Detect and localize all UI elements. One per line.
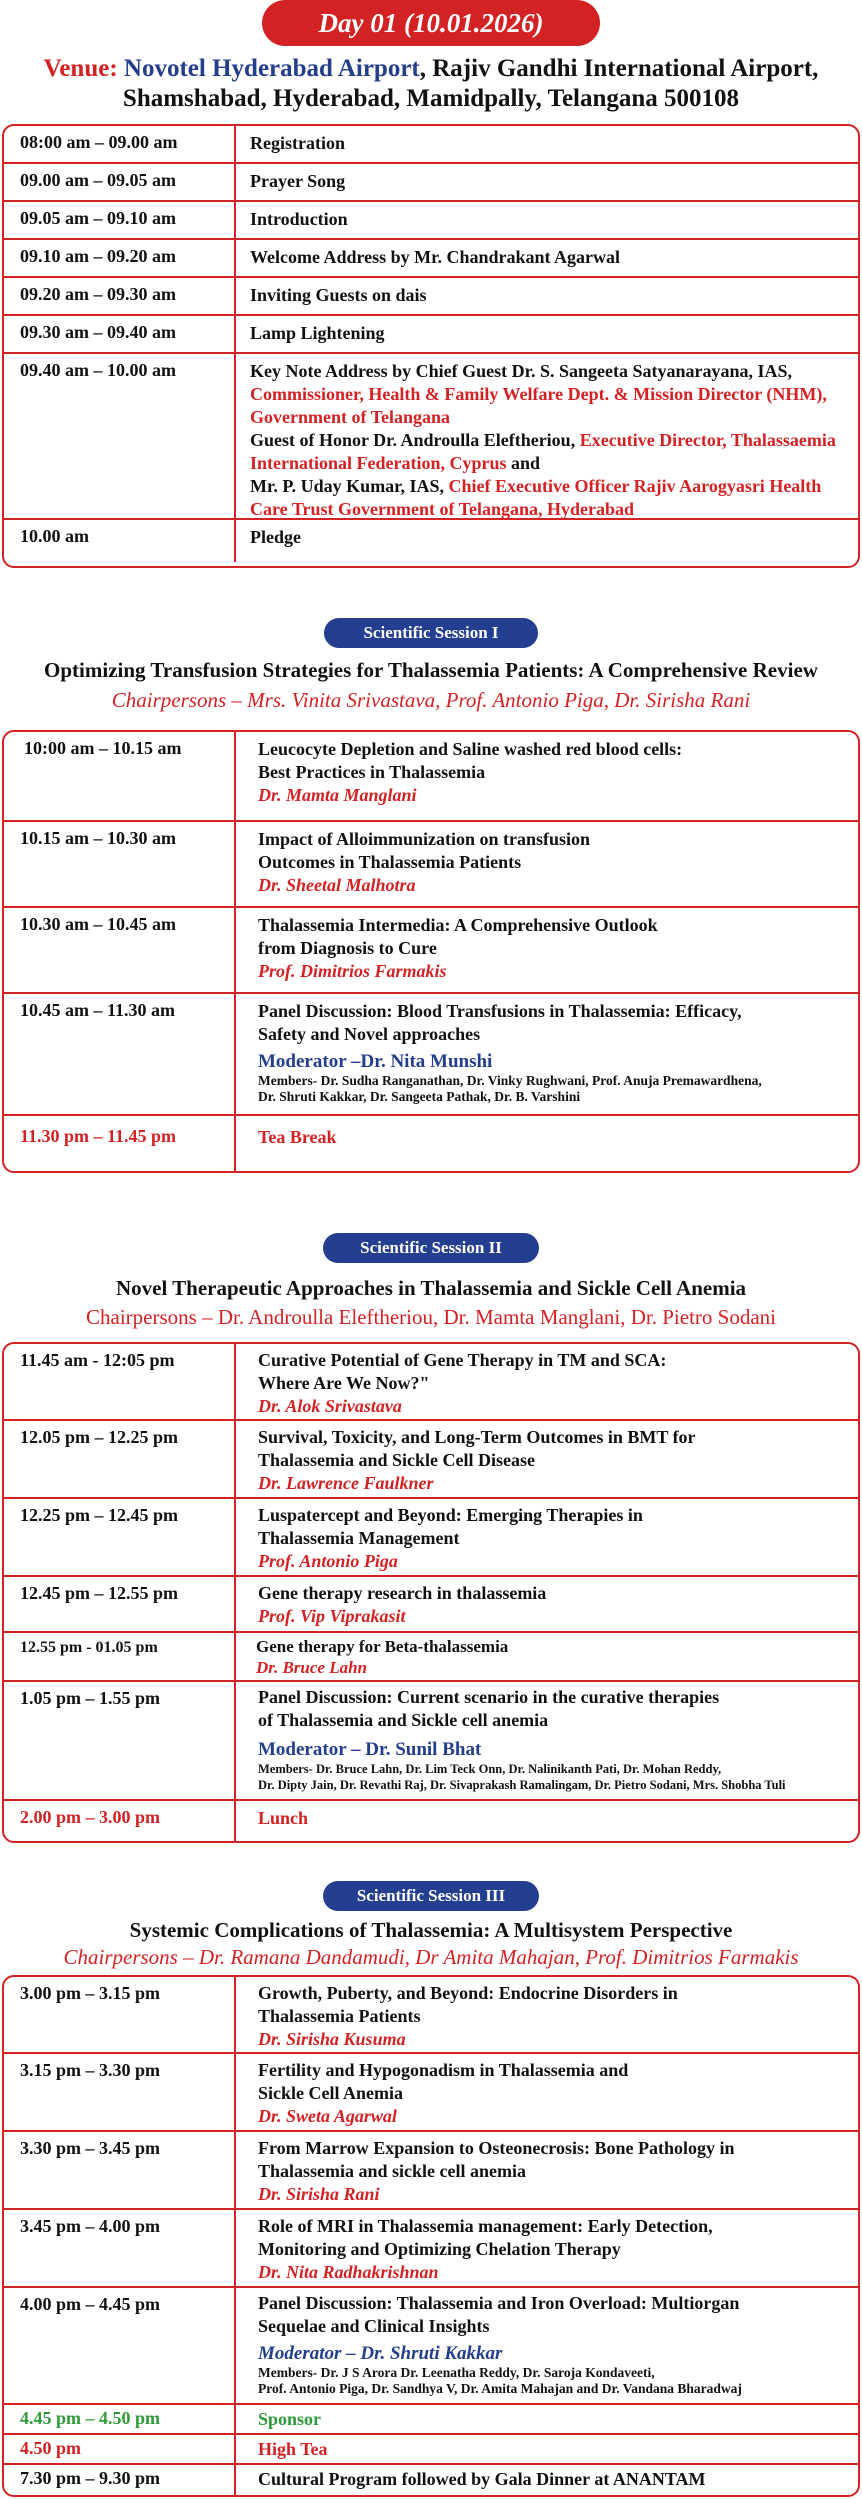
row-time: 11.45 am - 12:05 pm bbox=[4, 1344, 236, 1419]
row-time: 11.30 pm – 11.45 pm bbox=[4, 1116, 236, 1171]
row-time: 10.00 am bbox=[4, 520, 236, 562]
row-desc bbox=[236, 1633, 858, 1680]
keynote-chief-guest: Key Note Address by Chief Guest Dr. S. Sangeeta Satyanarayana, IAS, bbox=[250, 361, 793, 381]
panel-topic: Panel Discussion: Current scenario in the curative therapies bbox=[258, 1687, 720, 1707]
session-3-title: Systemic Complications of Thalassemia: A Multisystem Perspective bbox=[129, 1918, 733, 1942]
session-3-table bbox=[2, 1975, 860, 2497]
session-3-badge: Scientific Session III bbox=[323, 1881, 539, 1911]
row-time: 10.45 am – 11.30 am bbox=[4, 994, 236, 1114]
row-time: 10:00 am – 10.15 am bbox=[4, 732, 236, 820]
table-row-keynote bbox=[4, 354, 858, 520]
talk-topic: Growth, Puberty, and Beyond: Endocrine Disorders in bbox=[258, 1983, 678, 2003]
row-desc: Introduction bbox=[250, 209, 348, 229]
session-1-badge: Scientific Session I bbox=[324, 618, 538, 648]
table-row bbox=[4, 316, 858, 354]
talk-topic-line2: Where Are We Now?" bbox=[258, 1373, 430, 1393]
table-row bbox=[4, 164, 858, 202]
panel-moderator: Moderator – Dr. Shruti Kakkar bbox=[258, 2343, 503, 2364]
keynote-third-guest-title: Chief Executive Officer Rajiv Aarogyasri Health Care Trust Government of Telangana, Hyderabad bbox=[250, 476, 822, 519]
row-time: 4.00 pm – 4.45 pm bbox=[4, 2288, 236, 2403]
row-time: 1.05 pm – 1.55 pm bbox=[4, 1682, 236, 1799]
table-row-panel bbox=[4, 994, 858, 1116]
talk-speaker: Dr. Nita Radhakrishnan bbox=[258, 2262, 439, 2282]
table-row bbox=[4, 732, 858, 822]
table-row bbox=[4, 1977, 858, 2054]
talk-topic-line2: Best Practices in Thalassemia bbox=[258, 762, 486, 782]
talk-topic: Role of MRI in Thalassemia management: Early Detection, bbox=[258, 2216, 713, 2236]
keynote-desc bbox=[236, 354, 858, 518]
table-row bbox=[4, 240, 858, 278]
talk-speaker: Prof. Dimitrios Farmakis bbox=[258, 961, 447, 981]
talk-topic: Gene therapy research in thalassemia bbox=[258, 1583, 547, 1603]
talk-speaker: Dr. Bruce Lahn bbox=[256, 1658, 367, 1677]
row-time: 09.40 am – 10.00 am bbox=[4, 354, 236, 518]
row-time: 4.45 pm – 4.50 pm bbox=[4, 2405, 236, 2433]
row-desc: Sponsor bbox=[258, 2409, 322, 2429]
session-3-chairpersons: Chairpersons – Dr. Ramana Dandamudi, Dr Amita Mahajan, Prof. Dimitrios Farmakis bbox=[63, 1945, 799, 1969]
talk-topic: Fertility and Hypogonadism in Thalassemia and bbox=[258, 2060, 629, 2080]
table-row-panel bbox=[4, 2288, 858, 2405]
talk-speaker: Prof. Antonio Piga bbox=[258, 1551, 398, 1571]
talk-topic-line2: Sickle Cell Anemia bbox=[258, 2083, 403, 2103]
keynote-guest-of-honor: Guest of Honor Dr. Androulla Eleftheriou, bbox=[250, 430, 576, 450]
row-time: 7.30 pm – 9.30 pm bbox=[4, 2465, 236, 2495]
talk-speaker: Dr. Sirisha Kusuma bbox=[258, 2029, 406, 2049]
row-desc bbox=[236, 1682, 858, 1799]
talk-speaker: Prof. Vip Viprakasit bbox=[258, 1606, 406, 1626]
session-2-title: Novel Therapeutic Approaches in Thalassemia and Sickle Cell Anemia bbox=[115, 1276, 747, 1300]
talk-topic: Survival, Toxicity, and Long-Term Outcomes in BMT for bbox=[258, 1427, 696, 1447]
row-desc bbox=[236, 2054, 858, 2130]
row-desc: Pledge bbox=[250, 527, 301, 547]
row-desc bbox=[236, 732, 858, 820]
panel-moderator: Moderator – Dr. Sunil Bhat bbox=[258, 1739, 482, 1760]
row-desc: High Tea bbox=[258, 2439, 328, 2459]
talk-topic-line2: from Diagnosis to Cure bbox=[258, 938, 437, 958]
row-time: 3.45 pm – 4.00 pm bbox=[4, 2210, 236, 2286]
row-desc: Prayer Song bbox=[250, 171, 346, 191]
talk-topic-line2: Outcomes in Thalassemia Patients bbox=[258, 852, 522, 872]
talk-topic: Curative Potential of Gene Therapy in TM and SCA: bbox=[258, 1350, 667, 1370]
talk-topic: Impact of Alloimmunization on transfusion bbox=[258, 829, 591, 849]
keynote-third-guest: Mr. P. Uday Kumar, IAS, bbox=[250, 476, 445, 496]
venue-line2: Shamshabad, Hyderabad, Mamidpally, Telangana 500108 bbox=[122, 85, 740, 112]
row-desc: Welcome Address by Mr. Chandrakant Agarwal bbox=[250, 247, 621, 267]
table-row bbox=[4, 278, 858, 316]
session-1-title: Optimizing Transfusion Strategies for Thalassemia Patients: A Comprehensive Review bbox=[44, 658, 818, 682]
row-desc bbox=[236, 908, 858, 992]
table-row bbox=[4, 908, 858, 994]
session-1-chairpersons: Chairpersons – Mrs. Vinita Srivastava, Prof. Antonio Piga, Dr. Sirisha Rani bbox=[111, 688, 751, 712]
talk-topic-line2: Thalassemia Management bbox=[258, 1528, 460, 1548]
row-desc bbox=[236, 2132, 858, 2208]
table-row-sponsor bbox=[4, 2405, 858, 2435]
table-row-break bbox=[4, 1801, 858, 1841]
row-desc bbox=[236, 2288, 858, 2403]
talk-topic: From Marrow Expansion to Osteonecrosis: Bone Pathology in bbox=[258, 2138, 735, 2158]
panel-topic-line2: Safety and Novel approaches bbox=[258, 1024, 481, 1044]
table-row bbox=[4, 1344, 858, 1421]
venue-label: Venue: bbox=[43, 55, 118, 82]
row-desc bbox=[236, 1421, 858, 1497]
row-time: 08:00 am – 09.00 am bbox=[4, 126, 236, 162]
row-time: 3.15 pm – 3.30 pm bbox=[4, 2054, 236, 2130]
row-time: 4.50 pm bbox=[4, 2435, 236, 2463]
talk-speaker: Dr. Sirisha Rani bbox=[258, 2184, 380, 2204]
table-row bbox=[4, 520, 858, 562]
talk-topic-line2: Thalassemia and Sickle Cell Disease bbox=[258, 1450, 536, 1470]
row-time: 12.25 pm – 12.45 pm bbox=[4, 1499, 236, 1575]
row-time: 12.45 pm – 12.55 pm bbox=[4, 1577, 236, 1631]
panel-moderator: Moderator –Dr. Nita Munshi bbox=[258, 1051, 493, 1072]
table-row-dinner bbox=[4, 2465, 858, 2495]
row-desc: Inviting Guests on dais bbox=[250, 285, 427, 305]
session-1-table bbox=[2, 730, 860, 1173]
talk-speaker: Dr. Lawrence Faulkner bbox=[258, 1473, 434, 1493]
panel-members: Members- Dr. J S Arora Dr. Leenatha Reddy, Dr. Saroja Kondaveeti, bbox=[258, 2365, 655, 2380]
panel-members: Members- Dr. Sudha Ranganathan, Dr. Vinky Rughwani, Prof. Anuja Premawardhena, bbox=[258, 1073, 762, 1088]
row-desc bbox=[236, 1577, 858, 1631]
row-time: 09.30 am – 09.40 am bbox=[4, 316, 236, 352]
row-desc: Registration bbox=[250, 133, 345, 153]
panel-members-line2: Dr. Shruti Kakkar, Dr. Sangeeta Pathak, Dr. B. Varshini bbox=[258, 1089, 581, 1104]
panel-members-line2: Dr. Dipty Jain, Dr. Revathi Raj, Dr. Sivaprakash Ramalingam, Dr. Pietro Sodani, Mrs. Shobha Tuli bbox=[258, 1778, 786, 1792]
table-row bbox=[4, 2132, 858, 2210]
row-time: 3.30 pm – 3.45 pm bbox=[4, 2132, 236, 2208]
row-desc bbox=[236, 1977, 858, 2052]
panel-topic: Panel Discussion: Blood Transfusions in Thalassemia: Efficacy, bbox=[258, 1001, 742, 1021]
row-time: 12.55 pm - 01.05 pm bbox=[4, 1633, 236, 1680]
table-row-panel bbox=[4, 1682, 858, 1801]
panel-topic: Panel Discussion: Thalassemia and Iron Overload: Multiorgan bbox=[258, 2293, 740, 2313]
row-desc bbox=[236, 994, 858, 1114]
table-row bbox=[4, 1421, 858, 1499]
panel-members-line2: Prof. Antonio Piga, Dr. Sandhya V, Dr. Amita Mahajan and Dr. Vandana Bharadwaj bbox=[258, 2381, 742, 2396]
session-2-badge: Scientific Session II bbox=[323, 1233, 539, 1263]
row-desc: Tea Break bbox=[258, 1127, 337, 1147]
talk-speaker: Dr. Sweta Agarwal bbox=[258, 2106, 397, 2126]
opening-table bbox=[2, 124, 860, 568]
session-2-chairpersons: Chairpersons – Dr. Androulla Eleftheriou, Dr. Mamta Manglani, Dr. Pietro Sodani bbox=[86, 1305, 776, 1329]
keynote-chief-guest-title: Commissioner, Health & Family Welfare Dept. & Mission Director (NHM), Government of Telangana bbox=[250, 384, 827, 427]
row-desc bbox=[236, 822, 858, 906]
panel-topic-line2: of Thalassemia and Sickle cell anemia bbox=[258, 1710, 549, 1730]
table-row bbox=[4, 1633, 858, 1682]
row-time: 09.20 am – 09.30 am bbox=[4, 278, 236, 314]
table-row bbox=[4, 1499, 858, 1577]
row-time: 10.15 am – 10.30 am bbox=[4, 822, 236, 906]
table-row bbox=[4, 2210, 858, 2288]
talk-topic: Thalassemia Intermedia: A Comprehensive Outlook bbox=[258, 915, 658, 935]
table-row bbox=[4, 202, 858, 240]
table-row-break bbox=[4, 1116, 858, 1171]
row-time: 3.00 pm – 3.15 pm bbox=[4, 1977, 236, 2052]
row-desc bbox=[236, 1499, 858, 1575]
row-time: 09.05 am – 09.10 am bbox=[4, 202, 236, 238]
row-desc bbox=[236, 2210, 858, 2286]
talk-topic: Luspatercept and Beyond: Emerging Therapies in bbox=[258, 1505, 643, 1525]
talk-speaker: Dr. Alok Srivastava bbox=[258, 1396, 402, 1416]
talk-topic-line2: Thalassemia Patients bbox=[258, 2006, 421, 2026]
table-row bbox=[4, 126, 858, 164]
venue-heading bbox=[10, 54, 852, 114]
talk-topic: Leucocyte Depletion and Saline washed red blood cells: bbox=[258, 739, 683, 759]
row-time: 2.00 pm – 3.00 pm bbox=[4, 1801, 236, 1841]
row-desc: Lunch bbox=[258, 1808, 309, 1828]
row-time: 09.00 am – 09.05 am bbox=[4, 164, 236, 200]
table-row bbox=[4, 1577, 858, 1633]
talk-topic-line2: Thalassemia and sickle cell anemia bbox=[258, 2161, 527, 2181]
talk-topic: Gene therapy for Beta-thalassemia bbox=[256, 1637, 509, 1656]
row-desc: Cultural Program followed by Gala Dinner at ANANTAM bbox=[258, 2469, 706, 2489]
panel-topic-line2: Sequelae and Clinical Insights bbox=[258, 2316, 490, 2336]
row-time: 09.10 am – 09.20 am bbox=[4, 240, 236, 276]
venue-hotel: Novotel Hyderabad Airport bbox=[123, 55, 420, 82]
panel-members: Members- Dr. Bruce Lahn, Dr. Lim Teck Onn, Dr. Nalinikanth Pati, Dr. Mohan Reddy, bbox=[258, 1762, 722, 1776]
table-row-break bbox=[4, 2435, 858, 2465]
keynote-and: and bbox=[511, 453, 541, 473]
row-desc bbox=[236, 1344, 858, 1419]
venue-line1: , Rajiv Gandhi International Airport, bbox=[419, 55, 819, 82]
row-time: 12.05 pm – 12.25 pm bbox=[4, 1421, 236, 1497]
talk-speaker: Dr. Mamta Manglani bbox=[258, 785, 417, 805]
keynote-guest-of-honor-title: Executive Director, Thalassaemia International Federation, Cyprus bbox=[250, 430, 836, 473]
table-row bbox=[4, 822, 858, 908]
row-time: 10.30 am – 10.45 am bbox=[4, 908, 236, 992]
session-2-table bbox=[2, 1342, 860, 1843]
row-desc: Lamp Lightening bbox=[250, 323, 385, 343]
talk-topic-line2: Monitoring and Optimizing Chelation Therapy bbox=[258, 2239, 621, 2259]
day-title: Day 01 (10.01.2026) bbox=[262, 0, 600, 46]
table-row bbox=[4, 2054, 858, 2132]
talk-speaker: Dr. Sheetal Malhotra bbox=[258, 875, 416, 895]
